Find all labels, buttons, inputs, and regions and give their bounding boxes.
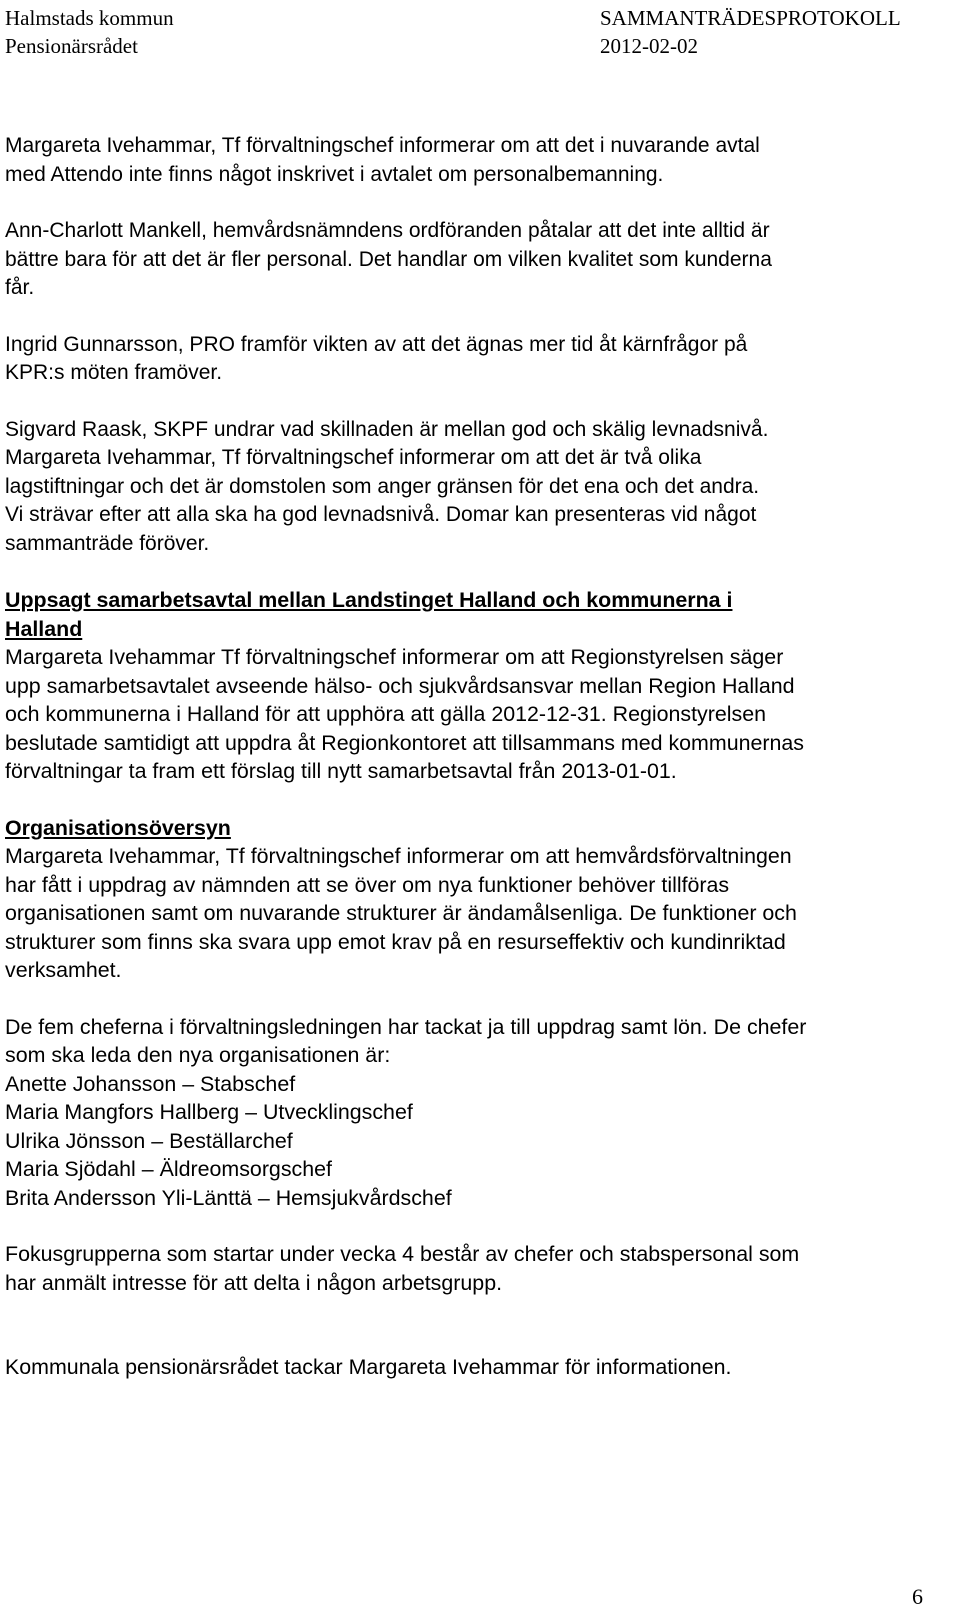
document-body — [5, 132, 935, 1382]
header-date: 2012-02-02 — [600, 34, 698, 58]
paragraph-spacer — [5, 1297, 935, 1353]
paragraph-spacer — [5, 558, 935, 586]
list-item-chef: Maria Sjödahl – Äldreomsorgschef — [5, 1157, 332, 1181]
paragraph-spacer — [5, 388, 935, 416]
paragraph-spacer — [5, 1212, 935, 1240]
paragraph-spacer — [5, 189, 935, 217]
section-body-organisationsoversyn: Margareta Ivehammar, Tf förvaltningschef informerar om att hemvårdsförvaltningen har fått i uppdrag av nämnden att se över om nya funktioner behöver tillföras organisationen samt om nuvarande strukturer är ändamålsenliga. De funktioner och strukturer som finns ska svara upp emot krav på en resurseffektiv och kundinriktad verksamhet. — [5, 844, 797, 982]
paragraph-tack: Kommunala pensionärsrådet tackar Margareta Ivehammar för informationen. — [5, 1355, 732, 1379]
list-item-chef: Brita Andersson Yli-Länttä – Hemsjukvårdschef — [5, 1185, 452, 1210]
section-body-samarbetsavtal: Margareta Ivehammar Tf förvaltningschef informerar om att Regionstyrelsen säger upp samarbetsavtalet avseende hälso- och sjukvårdsansvar mellan Region Halland och kommunerna i Halland för att upphöra att gälla 2012-12-31. Regionstyrelsen beslutade samtidigt att uppdra åt Regionkontoret att tillsammans med kommunernas förvaltningar ta fram ett förslag till nytt samarbetsavtal från 2013-01-01. — [5, 645, 804, 783]
paragraph-personal-kvalitet: Ann-Charlott Mankell, hemvårdsnämndens ordföranden påtalar att det inte alltid är bättre bara för att det är fler personal. Det handlar om vilken kvalitet som kunderna får. — [5, 219, 772, 299]
paragraph-spacer — [5, 985, 935, 1013]
list-item-chef: Anette Johansson – Stabschef — [5, 1071, 296, 1096]
section-heading-organisationsoversyn: Organisationsöversyn — [5, 815, 231, 840]
header-organization: Halmstads kommun — [5, 6, 174, 30]
paragraph-attendo-avtal: Margareta Ivehammar, Tf förvaltningschef informerar om att det i nuvarande avtal med Attendo inte finns något inskrivet i avtalet om personalbemanning. — [5, 134, 760, 186]
section-heading-samarbetsavtal: Uppsagt samarbetsavtal mellan Landstinget Halland och kommunerna i Halland — [5, 588, 733, 641]
document-header — [0, 0, 960, 70]
chefs-intro: De fem cheferna i förvaltningsledningen har tackat ja till uppdrag samt lön. De chefer som ska leda den nya organisationen är: — [5, 1014, 807, 1067]
paragraph-spacer — [5, 786, 935, 814]
page-number: 6 — [912, 1584, 923, 1609]
list-item-chef: Maria Mangfors Hallberg – Utvecklingschef — [5, 1100, 413, 1124]
header-document-type: SAMMANTRÄDESPROTOKOLL — [600, 6, 901, 30]
paragraph-spacer — [5, 303, 935, 331]
section-samarbetsavtal — [5, 586, 935, 786]
paragraph-fokusgrupper: Fokusgrupperna som startar under vecka 4 består av chefer och stabspersonal som har anmält intresse för att delta i någon arbetsgrupp. — [5, 1242, 800, 1295]
paragraph-karnfragor: Ingrid Gunnarsson, PRO framför vikten av att det ägnas mer tid åt kärnfrågor på KPR:s möten framöver. — [5, 332, 748, 384]
section-organisationsoversyn — [5, 814, 935, 1382]
header-department: Pensionärsrådet — [5, 34, 138, 58]
paragraph-levnadsniva: Sigvard Raask, SKPF undrar vad skillnaden är mellan god och skälig levnadsnivå. Margareta Ivehammar, Tf förvaltningschef informerar om att det är två olika lagstiftningar och det är domstolen som anger gränsen för det ena och det andra. Vi strävar efter att alla ska ha god levnadsnivå. Domar kan presenteras vid något sammanträde föröver. — [5, 417, 769, 555]
chefs-list — [5, 1070, 935, 1213]
list-item-chef: Ulrika Jönsson – Beställarchef — [5, 1128, 293, 1153]
